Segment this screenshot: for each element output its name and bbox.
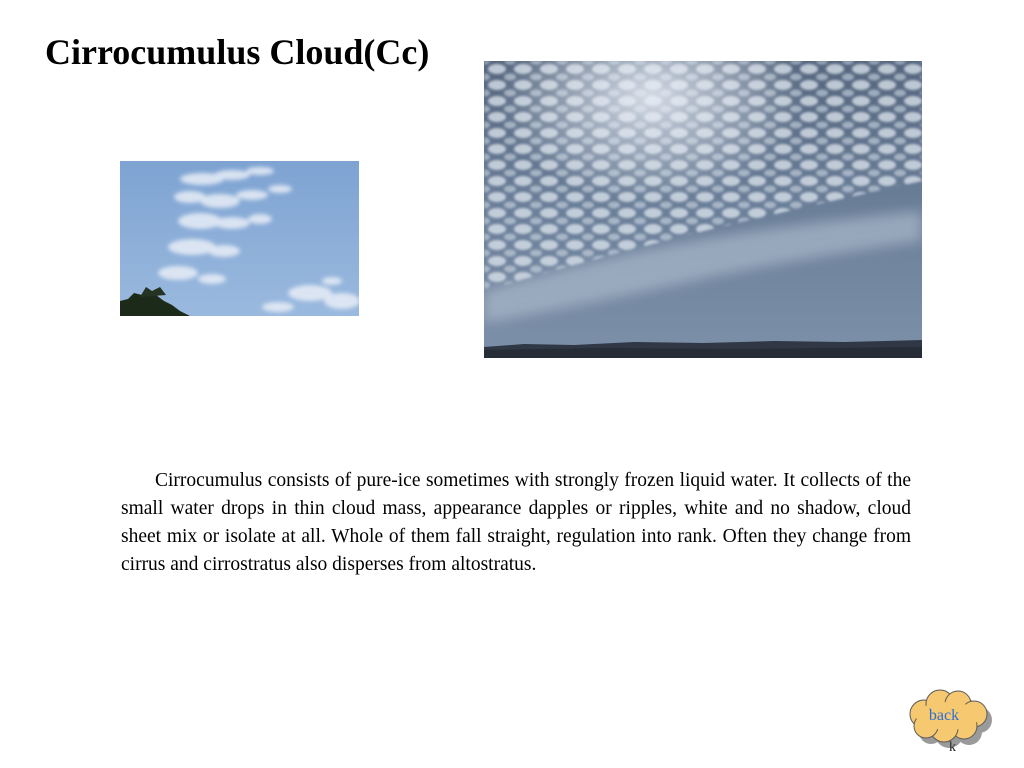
cirrocumulus-small-photo — [120, 161, 359, 316]
cirrocumulus-large-photo — [484, 61, 922, 358]
back-button[interactable] — [902, 688, 1002, 758]
slide-title: Cirrocumulus Cloud(Cc) — [45, 32, 430, 72]
back-button-label[interactable]: back — [928, 707, 960, 724]
description-paragraph: Cirrocumulus consists of pure-ice sometimes with strongly frozen liquid water. It collects of the small water drops in thin cloud mass, appearance dapples or ripples, white and no shadow, cloud sheet mix or isolate at all. Whole of them fall straight, regulation into rank. Often they change from cirrus and cirrostratus also disperses from altostratus. — [121, 470, 911, 575]
back-button-label-echo: k — [949, 740, 956, 755]
